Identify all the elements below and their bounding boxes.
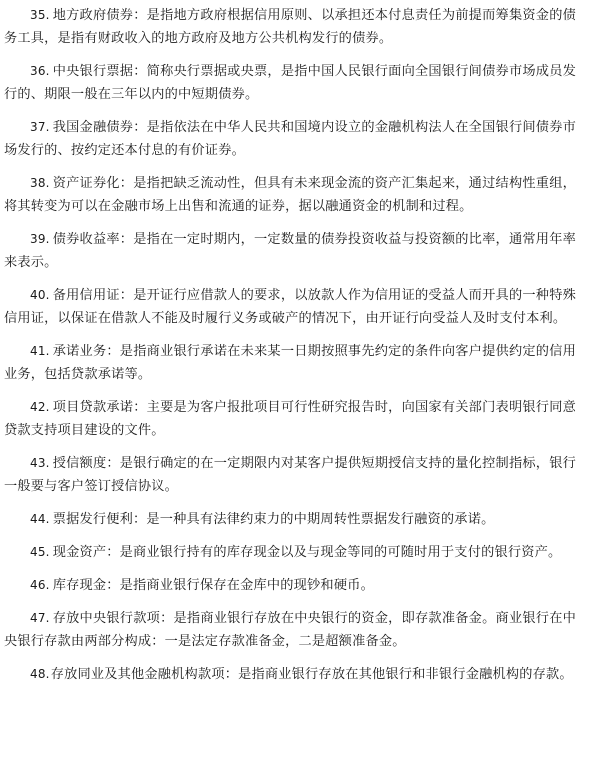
glossary-entry-39 — [0, 228, 590, 274]
glossary-entry-43 — [0, 452, 590, 498]
entry-number: 45. — [30, 545, 50, 559]
glossary-entry-45 — [0, 541, 590, 564]
entry-number: 39. — [30, 232, 50, 246]
glossary-entry-40 — [0, 284, 590, 330]
entry-number: 35. — [30, 8, 50, 22]
entry-text: 我国金融债券：是指依法在中华人民共和国境内设立的金融机构法人在全国银行间债券市场发行的、按约定还本付息的有价证券。 — [4, 120, 576, 158]
glossary-entry-36 — [0, 60, 590, 106]
entry-text: 存放同业及其他金融机构款项：是指商业银行存放在其他银行和非银行金融机构的存款。 — [50, 667, 573, 682]
entry-text: 授信额度：是银行确定的在一定期限内对某客户提供短期授信支持的量化控制指标，银行一般要与客户签订授信协议。 — [4, 456, 576, 494]
entry-number: 43. — [30, 456, 50, 470]
glossary-entry-41 — [0, 340, 590, 386]
glossary-entry-37 — [0, 116, 590, 162]
glossary-entry-38 — [0, 172, 590, 218]
entry-text: 中央银行票据：简称央行票据或央票，是指中国人民银行面向全国银行间债券市场成员发行的、期限一般在三年以内的中短期债券。 — [4, 64, 576, 102]
entry-number: 48. — [30, 667, 50, 681]
entry-number: 41. — [30, 344, 50, 358]
entry-number: 37. — [30, 120, 50, 134]
entry-text: 票据发行便利：是一种具有法律约束力的中期周转性票据发行融资的承诺。 — [52, 512, 495, 527]
entry-text: 现金资产：是商业银行持有的库存现金以及与现金等同的可随时用于支付的银行资产。 — [52, 545, 562, 560]
entry-number: 36. — [30, 64, 50, 78]
entry-text: 项目贷款承诺：主要是为客户报批项目可行性研究报告时，向国家有关部门表明银行同意贷款支持项目建设的文件。 — [4, 400, 576, 438]
entry-text: 承诺业务：是指商业银行承诺在未来某一日期按照事先约定的条件向客户提供约定的信用业务，包括贷款承诺等。 — [4, 344, 576, 382]
entry-number: 40. — [30, 288, 50, 302]
glossary-entry-42 — [0, 396, 590, 442]
entry-text: 债券收益率：是指在一定时期内，一定数量的债券投资收益与投资额的比率，通常用年率来表示。 — [4, 232, 576, 270]
entry-number: 38. — [30, 176, 50, 190]
entry-text: 存放中央银行款项：是指商业银行存放在中央银行的资金，即存款准备金。商业银行在中央银行存款由两部分构成：一是法定存款准备金，二是超额准备金。 — [4, 611, 576, 649]
entry-text: 备用信用证：是开证行应借款人的要求，以放款人作为信用证的受益人而开具的一种特殊信用证，以保证在借款人不能及时履行义务或破产的情况下，由开证行向受益人及时支付本利。 — [4, 288, 576, 326]
glossary-entry-35 — [0, 4, 590, 50]
entry-number: 44. — [30, 512, 50, 526]
entry-number: 47. — [30, 611, 50, 625]
glossary-entry-46 — [0, 574, 590, 597]
entry-text: 资产证券化：是指把缺乏流动性，但具有未来现金流的资产汇集起来，通过结构性重组，将其转变为可以在金融市场上出售和流通的证券，据以融通资金的机制和过程。 — [4, 176, 576, 214]
glossary-entry-44 — [0, 508, 590, 531]
entry-number: 46. — [30, 578, 50, 592]
entry-number: 42. — [30, 400, 50, 414]
glossary-entry-47 — [0, 607, 590, 653]
glossary-entry-48 — [0, 663, 590, 686]
entry-text: 库存现金：是指商业银行保存在金库中的现钞和硬币。 — [52, 578, 374, 593]
entry-text: 地方政府债券：是指地方政府根据信用原则、以承担还本付息责任为前提而筹集资金的债务工具，是指有财政收入的地方政府及地方公共机构发行的债券。 — [4, 8, 576, 46]
